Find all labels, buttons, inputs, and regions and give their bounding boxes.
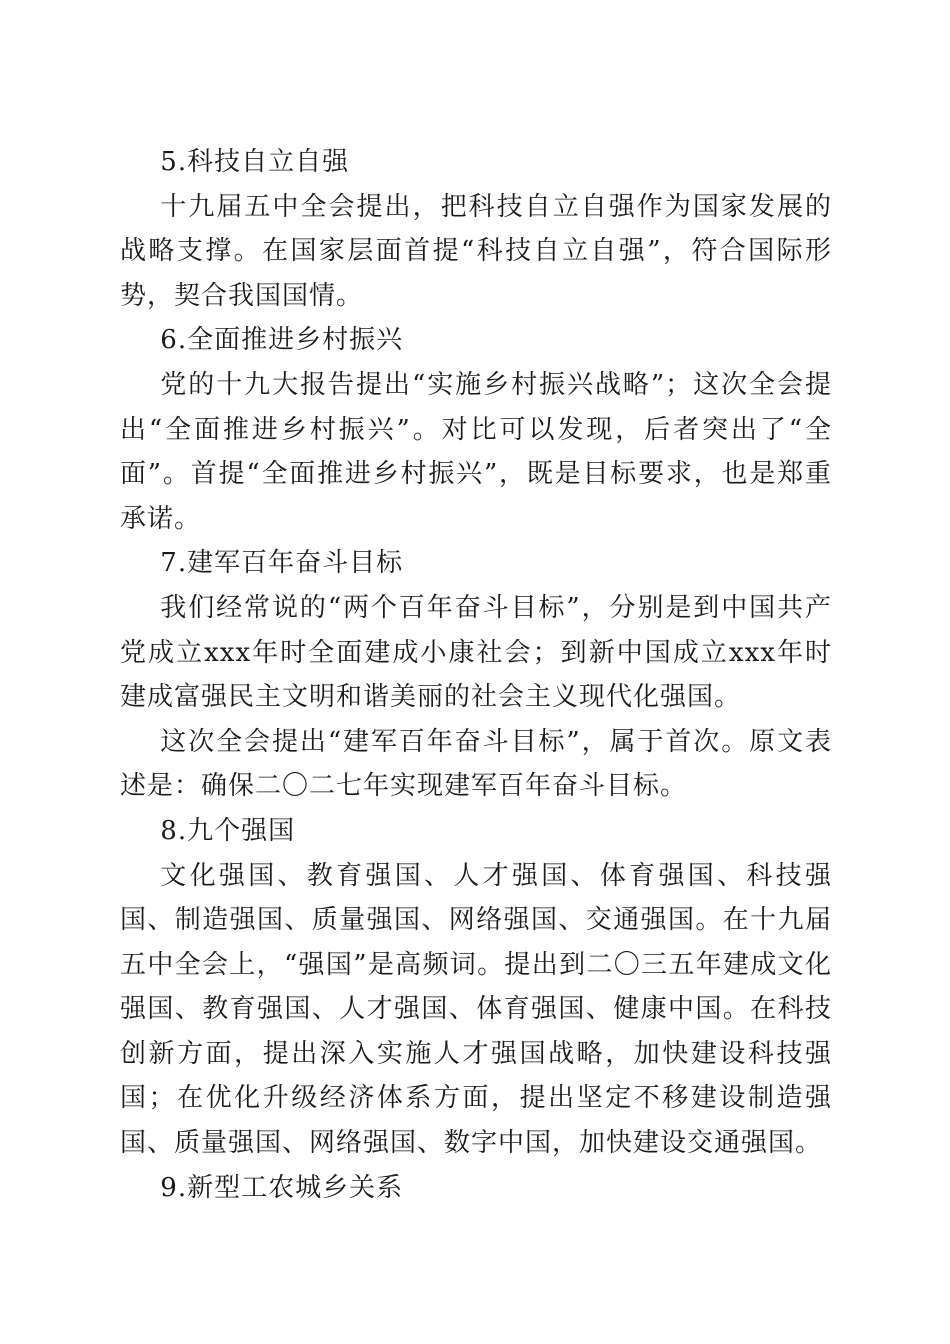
section-heading-6: 6.全面推进乡村振兴 [160, 325, 404, 356]
section-heading-7: 7.建军百年奋斗目标 [160, 548, 404, 579]
body-paragraph: 文化强国、教育强国、人才强国、体育强国、科技强国、制造强国、质量强国、网络强国、交通强国。在十九届五中全会上，“强国”是高频词。提出到二〇三五年建成文化强国、教育强国、人才强国、体育强国、健康中国。在科技创新方面，提出深入实施人才强国战略，加快建设科技强国；在优化升级经济体系方面，提出坚定不移建设制造强国、质量强国、网络强国、数字中国，加快建设交通强国。 [120, 860, 832, 1159]
body-paragraph: 我们经常说的“两个百年奋斗目标”，分别是到中国共产党成立xxx年时全面建成小康社会；到新中国成立xxx年时建成富强民主文明和谐美丽的社会主义现代化强国。 [120, 592, 832, 713]
section-heading-9: 9.新型工农城乡关系 [160, 1172, 404, 1203]
document-body [120, 140, 832, 1210]
body-paragraph: 十九届五中全会提出，把科技自立自强作为国家发展的战略支撑。在国家层面首提“科技自立自强”，符合国际形势，契合我国国情。 [120, 191, 832, 311]
body-paragraph: 党的十九大报告提出“实施乡村振兴战略”；这次全会提出“全面推进乡村振兴”。对比可以发现，后者突出了“全面”。首提“全面推进乡村振兴”，既是目标要求，也是郑重承诺。 [120, 369, 832, 534]
body-paragraph: 这次全会提出“建军百年奋斗目标”，属于首次。原文表述是：确保二〇二七年实现建军百年奋斗目标。 [120, 726, 832, 802]
section-heading-5: 5.科技自立自强 [160, 147, 350, 177]
section-heading-8: 8.九个强国 [160, 815, 296, 846]
